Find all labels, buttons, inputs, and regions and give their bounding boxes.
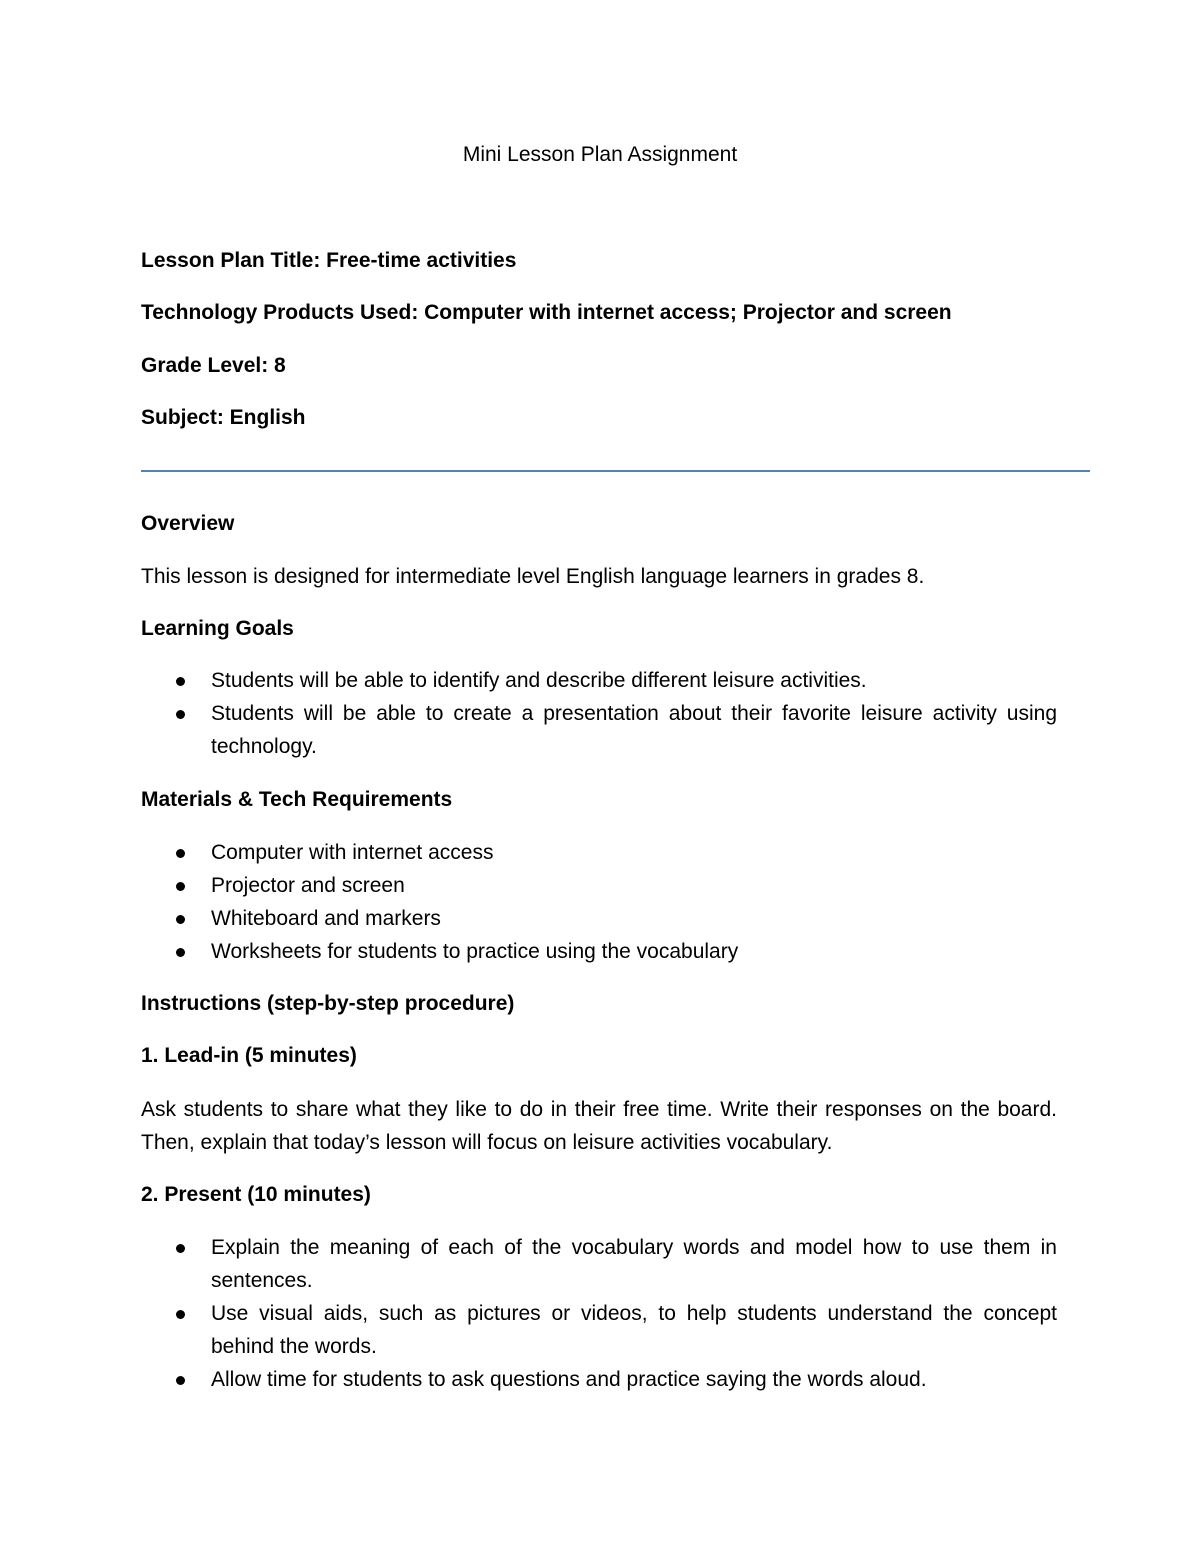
bullet-icon (176, 1244, 185, 1253)
overview-heading: Overview (141, 512, 235, 535)
list-item-text: Computer with internet access (211, 841, 494, 864)
overview-text: This lesson is designed for intermediate level English language learners in grades 8. (141, 565, 925, 588)
list-item (141, 836, 1057, 869)
present-heading: 2. Present (10 minutes) (141, 1183, 371, 1206)
bullet-icon (176, 915, 185, 924)
list-item (141, 1231, 1057, 1297)
list-item (141, 869, 1057, 902)
bullet-icon (176, 710, 185, 719)
list-item-text: Students will be able to create a presentation about their favorite leisure activity using technology. (211, 702, 1057, 758)
list-item (141, 697, 1057, 763)
bullet-icon (176, 677, 185, 686)
list-item-text: Projector and screen (211, 874, 405, 897)
list-item (141, 1297, 1057, 1363)
materials-heading: Materials & Tech Requirements (141, 788, 453, 811)
list-item (141, 902, 1057, 935)
list-item-text: Students will be able to identify and describe different leisure activities. (211, 669, 867, 692)
list-item (141, 664, 1057, 697)
section-divider (141, 470, 1090, 472)
instructions-heading: Instructions (step-by-step procedure) (141, 992, 515, 1015)
list-item-text: Allow time for students to ask questions and practice saying the words aloud. (211, 1368, 927, 1391)
subject-line: Subject: English (141, 406, 306, 429)
list-item-text: Whiteboard and markers (211, 907, 441, 930)
bullet-icon (176, 882, 185, 891)
technology-line: Technology Products Used: Computer with internet access; Projector and screen (141, 301, 952, 324)
learning-goals-heading: Learning Goals (141, 617, 294, 640)
bullet-icon (176, 948, 185, 957)
document-title: Mini Lesson Plan Assignment (462, 143, 738, 166)
list-item-text: Worksheets for students to practice using the vocabulary (211, 940, 739, 963)
list-item (141, 1363, 1057, 1396)
bullet-icon (176, 1376, 185, 1385)
bullet-icon (176, 849, 185, 858)
list-item-text: Explain the meaning of each of the vocabulary words and model how to use them in sentences. (211, 1236, 1057, 1292)
learning-goals-list (141, 664, 1057, 763)
list-item-text: Use visual aids, such as pictures or videos, to help students understand the concept behind the words. (211, 1302, 1057, 1358)
bullet-icon (176, 1310, 185, 1319)
grade-level-line: Grade Level: 8 (141, 354, 286, 377)
materials-list (141, 836, 1057, 968)
lead-in-heading: 1. Lead-in (5 minutes) (141, 1044, 357, 1067)
lesson-title-line: Lesson Plan Title: Free-time activities (141, 249, 517, 272)
list-item (141, 935, 1057, 968)
lead-in-text: Ask students to share what they like to do in their free time. Write their responses on the board. Then, explain that today’s lesson will focus on leisure activities vocabulary. (141, 1098, 1057, 1154)
present-list (141, 1231, 1057, 1396)
